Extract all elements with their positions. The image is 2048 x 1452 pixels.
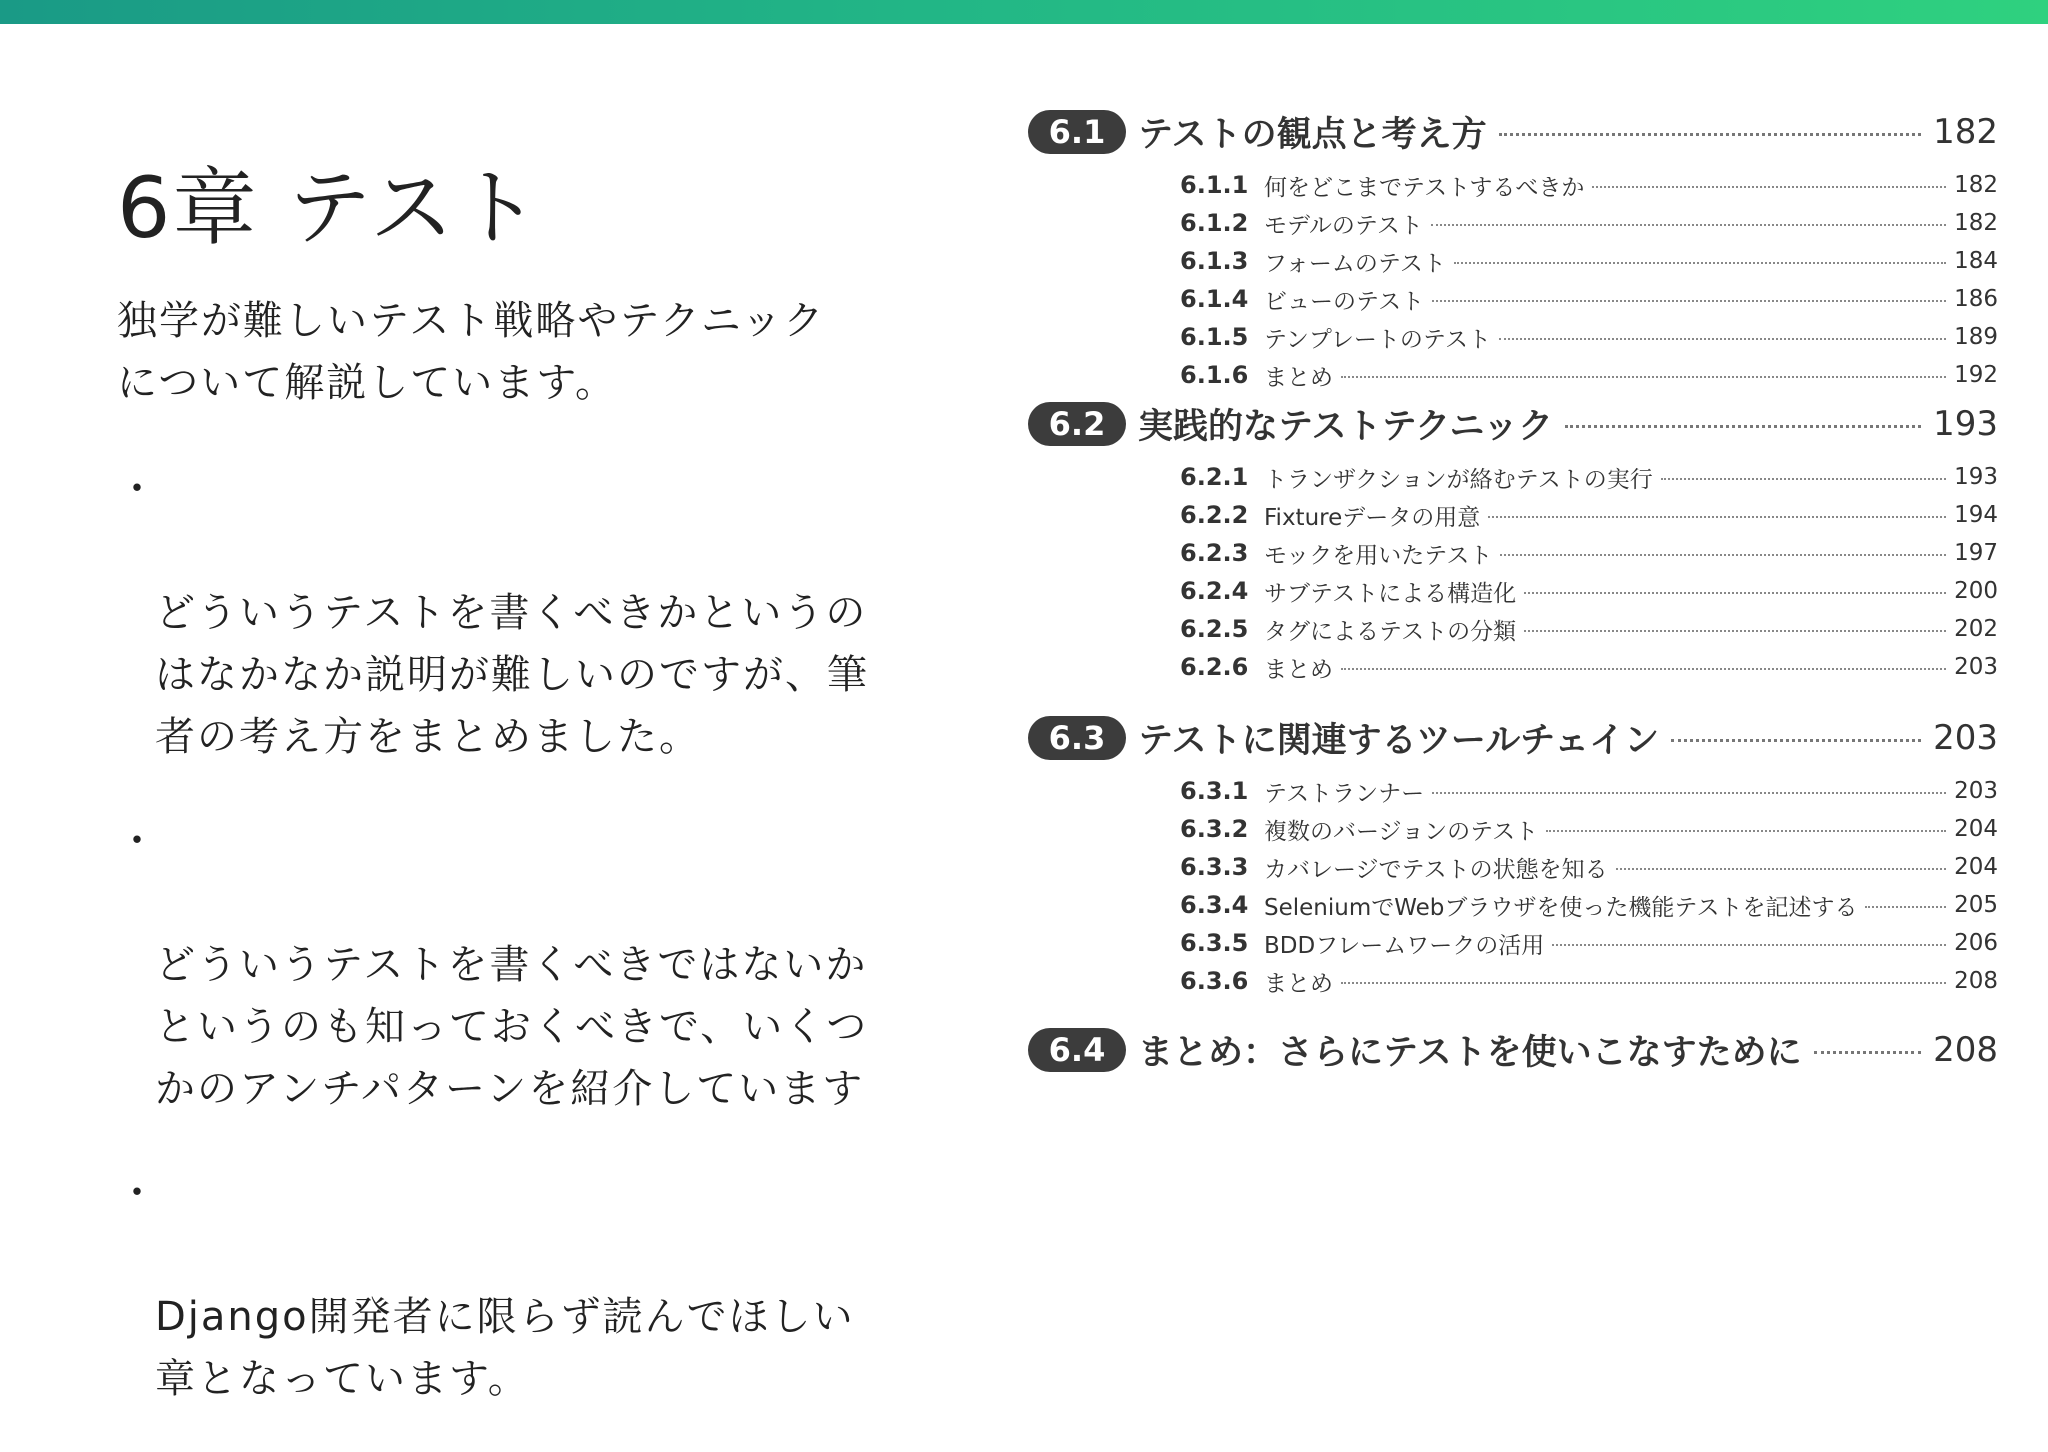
chapter-number-badge: 6.2 [1028, 402, 1126, 446]
section-title: モデルのテスト [1264, 212, 1423, 239]
dot-leader [1500, 554, 1946, 556]
toc-section-row [1180, 964, 1998, 998]
bullet-item [117, 810, 877, 1120]
toc-section-row [1180, 574, 1998, 608]
dot-leader [1341, 668, 1946, 670]
section-page: 197 [1954, 540, 1998, 566]
section-title: トランザクションが絡むテストの実行 [1264, 466, 1653, 493]
section-number: 6.3.5 [1180, 929, 1249, 957]
chapter-page: 208 [1933, 1030, 1998, 1070]
dot-leader [1565, 425, 1921, 428]
section-title: まとめ [1264, 364, 1333, 391]
section-page: 200 [1954, 578, 1998, 604]
toc-chapter-row [1028, 400, 1998, 448]
section-title: BDDフレームワークの活用 [1264, 932, 1545, 959]
section-page: 202 [1954, 616, 1998, 642]
dot-leader [1524, 592, 1946, 594]
section-title: フォームのテスト [1264, 250, 1446, 277]
toc-section-row [1180, 612, 1998, 646]
section-page: 203 [1954, 778, 1998, 804]
section-title: テンプレートのテスト [1264, 326, 1492, 353]
section-page: 186 [1954, 286, 1998, 312]
section-number: 6.3.1 [1180, 777, 1249, 805]
toc-section-row [1180, 320, 1998, 354]
section-number: 6.3.2 [1180, 815, 1249, 843]
toc-section-row [1180, 926, 1998, 960]
section-number: 6.2.2 [1180, 501, 1249, 529]
slide-title: 6章 テスト [117, 159, 542, 258]
section-number: 6.2.3 [1180, 539, 1249, 567]
chapter-page: 203 [1933, 718, 1998, 758]
toc-section-row [1180, 498, 1998, 532]
chapter-number-badge: 6.4 [1028, 1028, 1126, 1072]
section-title: まとめ [1264, 970, 1333, 997]
dot-leader [1592, 186, 1946, 188]
toc-section-row [1180, 168, 1998, 202]
section-number: 6.3.3 [1180, 853, 1249, 881]
section-number: 6.1.1 [1180, 171, 1249, 199]
dot-leader [1454, 262, 1946, 264]
dot-leader [1865, 906, 1946, 908]
section-number: 6.1.5 [1180, 323, 1249, 351]
section-page: 205 [1954, 892, 1998, 918]
chapter-number-badge: 6.1 [1028, 110, 1126, 154]
chapter-page: 182 [1933, 112, 1998, 152]
dot-leader [1499, 338, 1946, 340]
section-page: 182 [1954, 210, 1998, 236]
toc-section-row [1180, 282, 1998, 316]
dot-leader [1671, 739, 1921, 742]
dot-leader [1341, 376, 1946, 378]
toc-chapter-row [1028, 1026, 1998, 1074]
section-title: 何をどこまでテストするべきか [1264, 174, 1585, 201]
toc-section-row [1180, 774, 1998, 808]
toc-section-row [1180, 358, 1998, 392]
section-number: 6.2.6 [1180, 653, 1249, 681]
section-title: Fixtureデータの用意 [1264, 504, 1481, 531]
toc-section-row [1180, 888, 1998, 922]
section-page: 189 [1954, 324, 1998, 350]
bullet-text: どういうテストを書くべきかというの はなかなか説明が難しいのですが、筆 者の考え方をまとめました。 [155, 590, 869, 760]
toc-section-row [1180, 536, 1998, 570]
toc-section-row [1180, 812, 1998, 846]
chapter-number-badge: 6.3 [1028, 716, 1126, 760]
section-title: まとめ [1264, 656, 1333, 683]
table-of-contents-image [1028, 100, 1998, 1080]
toc-section-row [1180, 850, 1998, 884]
section-title: サブテストによる構造化 [1264, 580, 1517, 607]
bullet-marker: ・ [117, 818, 159, 864]
bullet-text: Django開発者に限らず読んでほしい 章となっています。 [155, 1294, 855, 1402]
toc-chapter-row [1028, 108, 1998, 156]
bullet-text: どういうテストを書くべきではないか というのも知っておくべきで、いくつ かのアンチパターンを紹介しています [155, 942, 869, 1112]
dot-leader [1431, 224, 1946, 226]
section-page: 204 [1954, 816, 1998, 842]
section-number: 6.2.5 [1180, 615, 1249, 643]
chapter-title: まとめ：さらにテストを使いこなすために [1138, 1033, 1802, 1073]
toc-section-row [1180, 460, 1998, 494]
chapter-page: 193 [1933, 404, 1998, 444]
chapter-title: テストの観点と考え方 [1138, 115, 1487, 155]
section-page: 192 [1954, 362, 1998, 388]
section-page: 193 [1954, 464, 1998, 490]
dot-leader [1524, 630, 1946, 632]
dot-leader [1616, 868, 1946, 870]
section-number: 6.1.3 [1180, 247, 1249, 275]
dot-leader [1432, 300, 1946, 302]
slide-lead-text: 独学が難しいテスト戦略やテクニック について解説しています。 [117, 298, 826, 406]
toc-chapter-row [1028, 714, 1998, 762]
dot-leader [1499, 133, 1921, 136]
accent-top-bar [0, 0, 2048, 24]
bullet-marker: ・ [117, 1170, 159, 1216]
dot-leader [1488, 516, 1946, 518]
dot-leader [1341, 982, 1946, 984]
dot-leader [1432, 792, 1946, 794]
section-page: 194 [1954, 502, 1998, 528]
toc-section-row [1180, 650, 1998, 684]
bullet-item [117, 458, 877, 768]
section-number: 6.2.4 [1180, 577, 1249, 605]
section-number: 6.3.4 [1180, 891, 1249, 919]
dot-leader [1546, 830, 1946, 832]
section-title: カバレージでテストの状態を知る [1264, 856, 1608, 883]
dot-leader [1661, 478, 1946, 480]
section-page: 208 [1954, 968, 1998, 994]
bullet-marker: ・ [117, 466, 159, 512]
chapter-title: テストに関連するツールチェイン [1138, 721, 1660, 761]
section-page: 182 [1954, 172, 1998, 198]
section-number: 6.1.6 [1180, 361, 1249, 389]
section-number: 6.3.6 [1180, 967, 1249, 995]
section-page: 206 [1954, 930, 1998, 956]
section-title: タグによるテストの分類 [1264, 618, 1517, 645]
section-page: 184 [1954, 248, 1998, 274]
section-title: ビューのテスト [1264, 288, 1425, 315]
section-number: 6.1.4 [1180, 285, 1249, 313]
section-number: 6.2.1 [1180, 463, 1249, 491]
toc-section-row [1180, 244, 1998, 278]
bullet-list [117, 458, 877, 1452]
section-title: テストランナー [1264, 780, 1425, 807]
section-title: SeleniumでWebブラウザを使った機能テストを記述する [1264, 894, 1858, 921]
dot-leader [1814, 1051, 1921, 1054]
section-page: 203 [1954, 654, 1998, 680]
section-title: 複数のバージョンのテスト [1264, 818, 1539, 845]
bullet-item [117, 1162, 877, 1410]
chapter-title: 実践的なテストテクニック [1138, 407, 1554, 447]
toc-section-row [1180, 206, 1998, 240]
section-number: 6.1.2 [1180, 209, 1249, 237]
section-page: 204 [1954, 854, 1998, 880]
dot-leader [1552, 944, 1946, 946]
section-title: モックを用いたテスト [1264, 542, 1493, 569]
